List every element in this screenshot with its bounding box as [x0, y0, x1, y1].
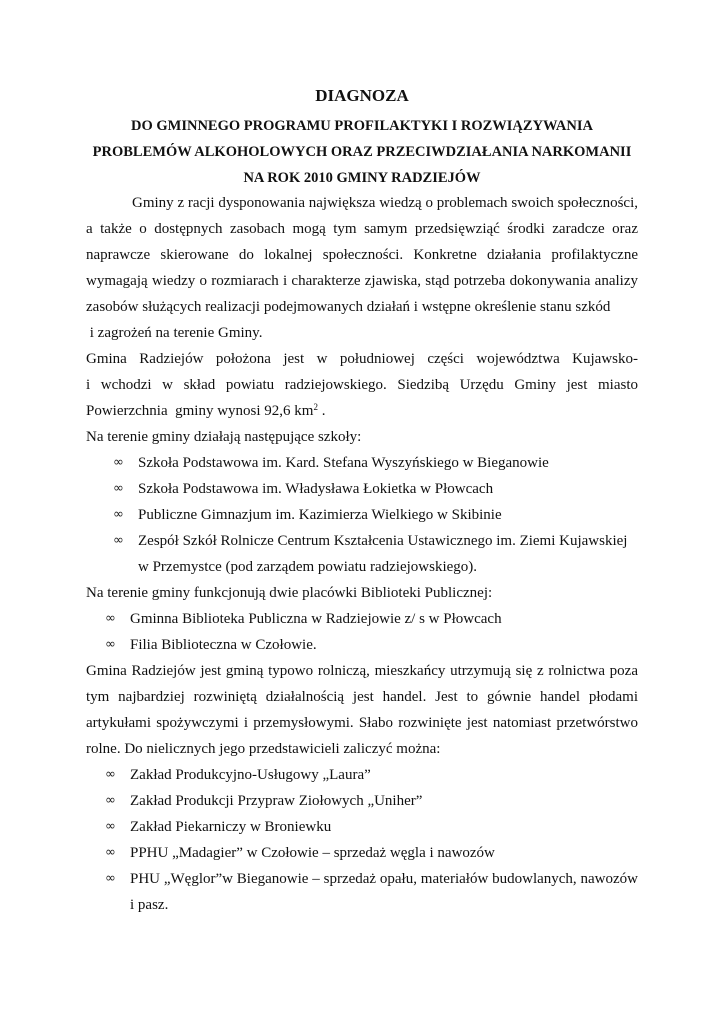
school-item-3: Publiczne Gimnazjum im. Kazimierza Wielkiego w Skibinie [138, 507, 502, 523]
bullet-icon: ∞ [105, 637, 116, 652]
bullet-icon: ∞ [113, 533, 124, 548]
business-item-1: Zakład Produkcyjno-Usługowy „Laura” [130, 767, 371, 783]
school-item-2: Szkoła Podstawowa im. Władysława Łokietka w Płowcach [138, 481, 494, 497]
economy-line-1: Gmina Radziejów jest gminą typowo rolniczą, mieszkańcy utrzymują się z rolnictwa poza [86, 663, 638, 679]
bullet-icon: ∞ [105, 767, 116, 782]
bullet-icon: ∞ [105, 845, 116, 860]
business-item-3: Zakład Piekarniczy w Broniewku [130, 819, 332, 835]
location-line-1: Gmina Radziejów położona jest w południowej części województwa Kujawsko- [86, 351, 638, 367]
bullet-icon: ∞ [113, 507, 124, 522]
subtitle-line-2: PROBLEMÓW ALKOHOLOWYCH ORAZ PRZECIWDZIAŁANIA NARKOMANII [92, 144, 632, 160]
library-item-1: Gminna Biblioteka Publiczna w Radziejowie z/ s w Płowcach [130, 611, 502, 627]
intro-line-5: zasobów służących realizacji podejmowanych działań i wstępne określenie stanu szkód [86, 299, 611, 315]
school-item-4-continuation: w Przemystce (pod zarządem powiatu radziejowskiego). [138, 559, 478, 575]
business-item-5: PHU „Węglor”w Bieganowie – sprzedaż opału, materiałów budowlanych, nawozów [130, 871, 638, 887]
area-line [86, 398, 638, 424]
intro-line-1: Gminy z racji dysponowania największa wiedzą o problemach swoich społeczności, [132, 195, 638, 211]
library-item-2: Filia Biblioteczna w Czołowie. [130, 637, 317, 653]
school-item-4: Zespół Szkół Rolnicze Centrum Kształcenia Ustawicznego im. Ziemi Kujawskiej [138, 533, 628, 549]
bullet-icon: ∞ [105, 819, 116, 834]
intro-line-6: i zagrożeń na terenie Gminy. [86, 325, 263, 341]
bullet-icon: ∞ [105, 611, 116, 626]
document-title: DIAGNOZA [315, 86, 409, 105]
libraries-heading: Na terenie gminy funkcjonują dwie placówki Biblioteki Publicznej: [86, 585, 493, 601]
bullet-icon: ∞ [113, 481, 124, 496]
economy-line-4: rolne. Do nielicznych jego przedstawicieli zaliczyć można: [86, 741, 441, 757]
area-suffix: . [317, 403, 326, 419]
location-line-2: i wchodzi w skład powiatu radziejowskiego. Siedzibą Urzędu Gminy jest miasto [86, 377, 638, 393]
business-item-2: Zakład Produkcji Przypraw Ziołowych „Uniher” [130, 793, 423, 809]
subtitle-line-1: DO GMINNEGO PROGRAMU PROFILAKTYKI I ROZWIĄZYWANIA [130, 118, 593, 134]
intro-line-2: a także o dostępnych zasobach mogą tym samym przedsięwziąć środki zaradcze oraz [86, 221, 638, 237]
school-item-1: Szkoła Podstawowa im. Kard. Stefana Wyszyńskiego w Bieganowie [138, 455, 549, 471]
business-item-4: PPHU „Madagier” w Czołowie – sprzedaż węgla i nawozów [130, 845, 495, 861]
business-item-5-continuation: i pasz. [130, 897, 169, 913]
intro-line-4: wymagają wiedzy o rozmiarach i charakterze zjawiska, stąd potrzeba dokonywania analizy [86, 273, 638, 289]
intro-line-3: naprawcze skierowane do lokalnej społeczności. Konkretne działania profilaktyczne [86, 247, 638, 263]
bullet-icon: ∞ [105, 871, 116, 886]
area-text: Powierzchnia gminy wynosi 92,6 km [86, 403, 314, 419]
schools-heading: Na terenie gminy działają następujące szkoły: [86, 429, 362, 445]
economy-line-3: artykułami spożywczymi i przemysłowymi. Słabo rozwinięte jest natomiast przetwórstwo [86, 715, 638, 731]
area-superscript: 2 [313, 402, 318, 412]
economy-line-2: tym najbardziej rozwiniętą działalnością jest handel. Jest to gównie handel płodami [86, 689, 638, 705]
bullet-icon: ∞ [105, 793, 116, 808]
bullet-icon: ∞ [113, 455, 124, 470]
subtitle-line-3: NA ROK 2010 GMINY RADZIEJÓW [243, 170, 481, 186]
